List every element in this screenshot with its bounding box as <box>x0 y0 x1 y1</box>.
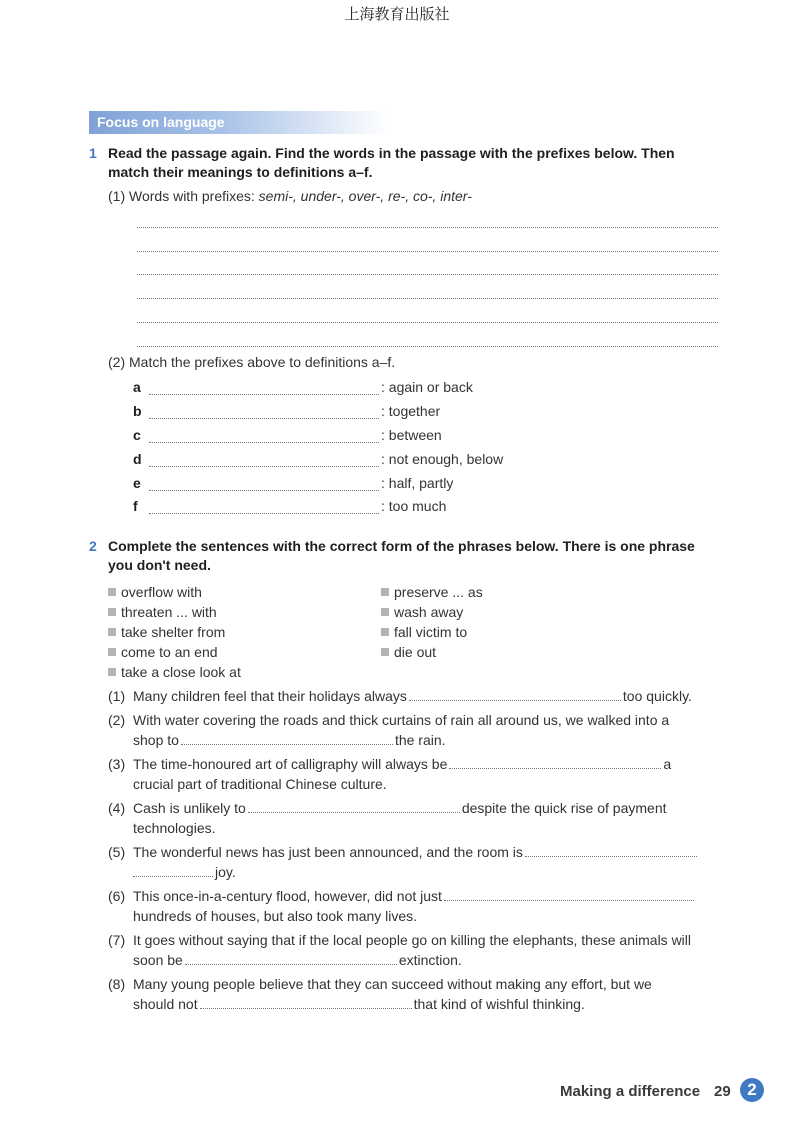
definition-blank[interactable] <box>149 466 379 467</box>
bullet-square-icon <box>108 668 116 676</box>
answer-blank[interactable] <box>444 888 694 901</box>
sentence-8-line-1: Many young people believe that they can succeed without making any effort, but we <box>133 976 652 992</box>
sentence-2-line-2: shop to the rain. <box>133 732 446 748</box>
bullet-square-icon <box>108 648 116 656</box>
answer-blank[interactable] <box>185 952 397 965</box>
sentence-3-line-1: The time-honoured art of calligraphy will always be a <box>133 756 672 772</box>
bullet-square-icon <box>381 588 389 596</box>
question-2-instruction-line2: you don't need. <box>108 557 211 573</box>
definition-blank[interactable] <box>149 442 379 443</box>
answer-line-6[interactable] <box>137 346 718 347</box>
definition-text: : between <box>381 427 442 443</box>
question-2-number: 2 <box>89 538 97 554</box>
unit-title: Making a difference <box>560 1083 701 1100</box>
sentence-3-line-2: crucial part of traditional Chinese culture. <box>133 776 387 792</box>
bullet-square-icon <box>381 648 389 656</box>
question-1-instruction-line1: Read the passage again. Find the words in the passage with the prefixes below. Then <box>108 145 675 161</box>
definition-text: : again or back <box>381 379 473 395</box>
answer-line-4[interactable] <box>137 298 718 299</box>
definition-letter: a <box>133 379 141 395</box>
sentence-number: (1) <box>108 688 126 704</box>
answer-blank[interactable] <box>409 688 621 701</box>
answer-line-5[interactable] <box>137 322 718 323</box>
definition-letter: f <box>133 498 138 514</box>
bullet-square-icon <box>381 628 389 636</box>
sentence-1: Many children feel that their holidays always too quickly. <box>133 688 692 704</box>
definition-text: : too much <box>381 498 447 514</box>
bullet-square-icon <box>108 588 116 596</box>
answer-line-2[interactable] <box>137 251 718 252</box>
bullet-square-icon <box>381 608 389 616</box>
bullet-square-icon <box>108 608 116 616</box>
sentence-7-line-1: It goes without saying that if the local people go on killing the elephants, these animals will <box>133 932 692 948</box>
definition-blank[interactable] <box>149 513 379 514</box>
answer-blank-continued[interactable] <box>133 864 213 877</box>
sentence-2-line-1: With water covering the roads and thick curtains of rain all around us, we walked into a <box>133 712 670 728</box>
sentence-number: (6) <box>108 888 126 904</box>
answer-blank[interactable] <box>181 732 393 745</box>
phrase-item: preserve ... as <box>381 584 483 600</box>
phrase-item: take a close look at <box>108 664 241 680</box>
sentence-6-line-1: This once-in-a-century flood, however, did not just <box>133 888 696 904</box>
sentence-4-line-1: Cash is unlikely to despite the quick rise of payment <box>133 800 667 816</box>
definition-blank[interactable] <box>149 418 379 419</box>
definition-blank[interactable] <box>149 490 379 491</box>
question-1-instruction <box>108 144 728 182</box>
sentence-number: (4) <box>108 800 126 816</box>
bullet-square-icon <box>108 628 116 636</box>
phrase-item: threaten ... with <box>108 604 217 620</box>
phrase-item: come to an end <box>108 644 218 660</box>
page-number: 29 <box>714 1083 731 1100</box>
sentence-4-line-2: technologies. <box>133 820 216 836</box>
definition-letter: e <box>133 475 141 491</box>
sentence-number: (3) <box>108 756 126 772</box>
sentence-6-line-2: hundreds of houses, but also took many lives. <box>133 908 418 924</box>
answer-blank[interactable] <box>248 800 460 813</box>
section-header-bar <box>89 111 389 134</box>
answer-blank[interactable] <box>200 996 412 1009</box>
phrase-item: overflow with <box>108 584 202 600</box>
sentence-number: (7) <box>108 932 126 948</box>
question-1-part-1 <box>108 188 472 204</box>
definition-letter: d <box>133 451 142 467</box>
phrase-item: die out <box>381 644 436 660</box>
sentence-number: (8) <box>108 976 126 992</box>
publisher-header: 上海教育出版社 <box>344 5 450 23</box>
answer-blank[interactable] <box>449 756 661 769</box>
definition-text: : together <box>381 403 441 419</box>
page-footer <box>560 1083 731 1100</box>
question-1-instruction-line2: match their meanings to definitions a–f. <box>108 164 373 180</box>
sentence-8-line-2: should not that kind of wishful thinking. <box>133 996 585 1012</box>
chapter-badge: 2 <box>740 1078 764 1102</box>
part-1-prefixes: semi-, under-, over-, re-, co-, inter- <box>258 188 472 204</box>
part-1-label: (1) Words with prefixes: <box>108 188 259 204</box>
phrase-item: wash away <box>381 604 463 620</box>
question-1-part-2: (2) Match the prefixes above to definitions a–f. <box>108 354 396 370</box>
sentence-number: (5) <box>108 844 126 860</box>
phrase-item: take shelter from <box>108 624 225 640</box>
sentence-7-line-2: soon be extinction. <box>133 952 462 968</box>
sentence-5-line-2: joy. <box>133 864 236 880</box>
question-2-instruction-line1: Complete the sentences with the correct form of the phrases below. There is one phrase <box>108 538 695 554</box>
sentence-5-line-1: The wonderful news has just been announced, and the room is <box>133 844 699 860</box>
answer-line-3[interactable] <box>137 274 718 275</box>
definition-text: : half, partly <box>381 475 454 491</box>
question-2-instruction <box>108 537 728 575</box>
phrase-item: fall victim to <box>381 624 467 640</box>
definition-text: : not enough, below <box>381 451 504 467</box>
definition-blank[interactable] <box>149 394 379 395</box>
question-1-number: 1 <box>89 145 97 161</box>
sentence-number: (2) <box>108 712 126 728</box>
section-title: Focus on language <box>97 114 225 130</box>
definition-letter: c <box>133 427 141 443</box>
definition-letter: b <box>133 403 142 419</box>
answer-blank[interactable] <box>525 844 697 857</box>
answer-line-1[interactable] <box>137 227 718 228</box>
